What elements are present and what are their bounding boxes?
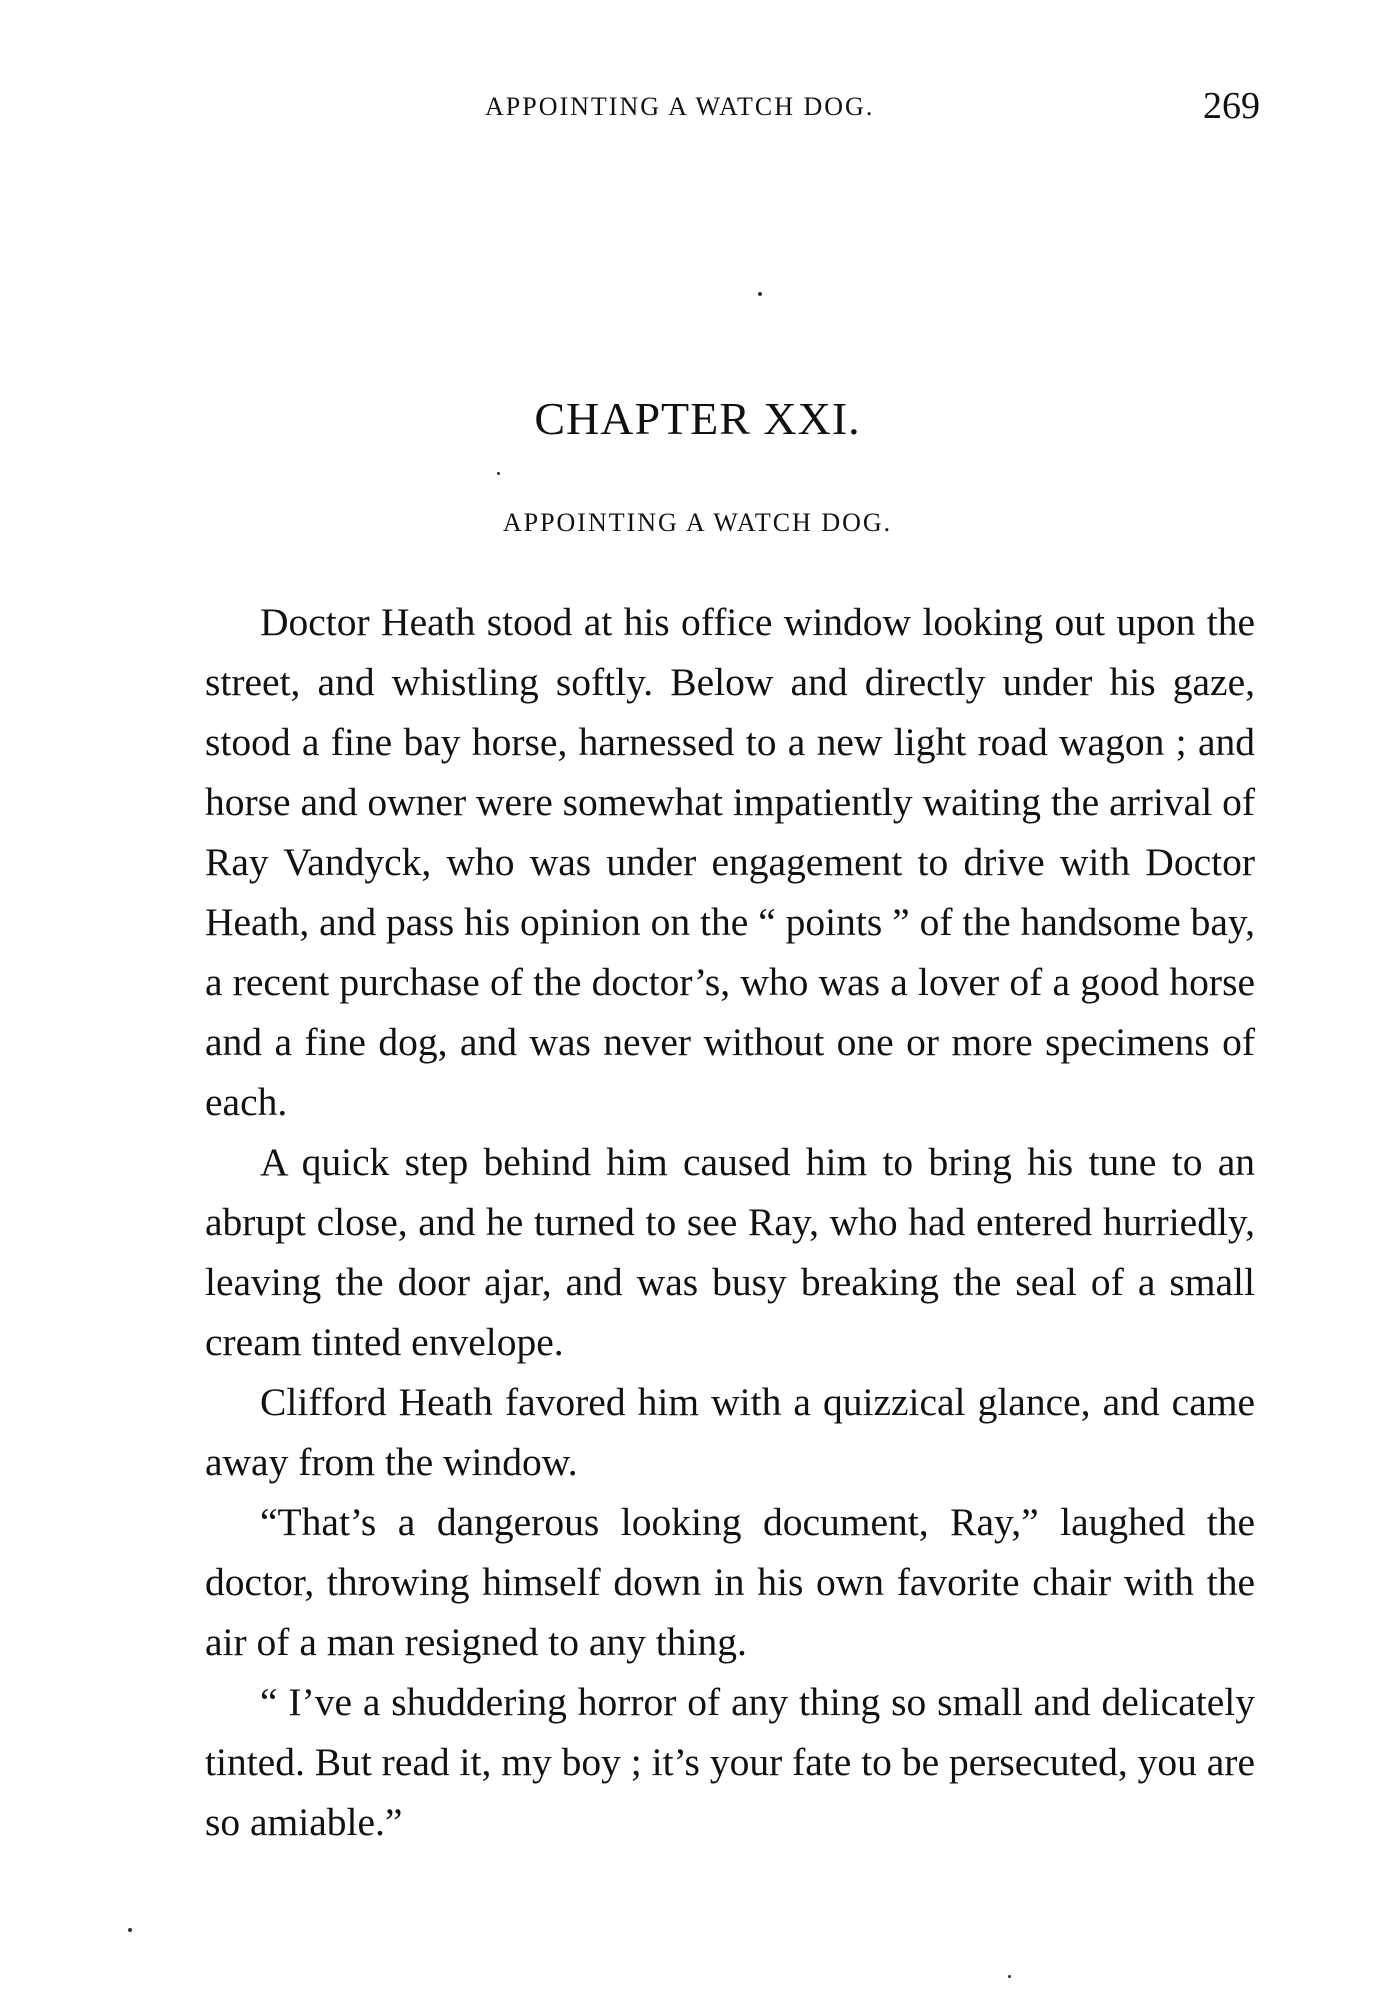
paragraph: “That’s a dangerous looking document, Ray,” laughed the doctor, throwing himself down in his own favorite chair with the air of a man resigned to any thing. (205, 1500, 1255, 1664)
ink-speck (758, 292, 762, 296)
running-head: APPOINTING A WATCH DOG. (485, 92, 875, 121)
paragraph: “ I’ve a shuddering horror of any thing so small and delicately tinted. But read it, my boy ; it’s your fate to be persecuted, you are so amiable.” (205, 1680, 1255, 1844)
ink-speck (1008, 1975, 1011, 1978)
paragraph: A quick step behind him caused him to bring his tune to an abrupt close, and he turned to see Ray, who had entered hurriedly, leaving the door ajar, and was busy breaking the seal of a small cream tinted envelope. (205, 1140, 1255, 1364)
page-number: 269 (1203, 85, 1260, 127)
chapter-subtitle: APPOINTING A WATCH DOG. (502, 508, 893, 537)
paragraph: Doctor Heath stood at his office window looking out upon the street, and whistling softly. Below and directly under his gaze, stood a fine bay horse, harnessed to a new light road wagon ; and horse and owner were somewhat impatiently waiting the arrival of Ray Vandyck, who was under engagement to drive with Doctor Heath, and pass his opinion on the “ points ” of the handsome bay, a recent purchase of the doctor’s, who was a lover of a good horse and a fine dog, and was never without one or more specimens of each. (205, 600, 1255, 1124)
body-text (205, 592, 1255, 1852)
ink-speck (497, 472, 500, 475)
ink-speck (128, 1928, 132, 1932)
chapter-title: CHAPTER XXI. (534, 393, 861, 444)
paragraph: Clifford Heath favored him with a quizzical glance, and came away from the window. (205, 1380, 1255, 1484)
